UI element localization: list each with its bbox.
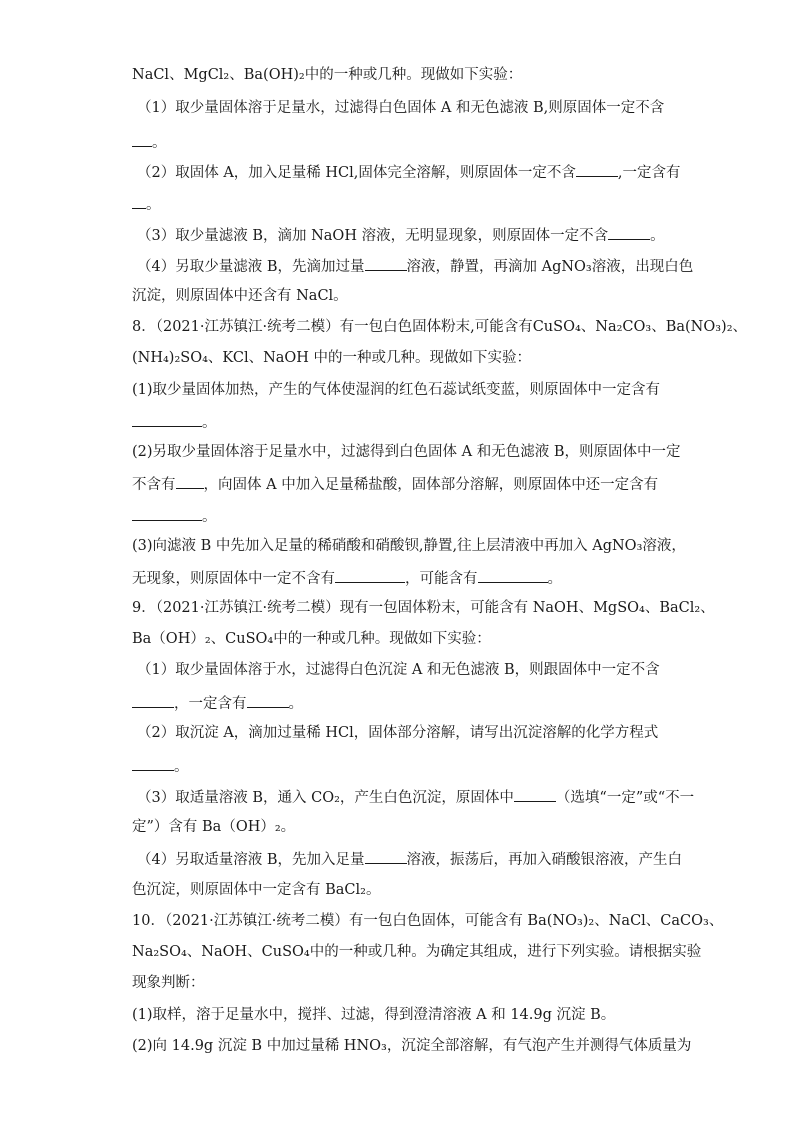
- question-10-part-1: [132, 1006, 615, 1024]
- text-line: [132, 132, 167, 152]
- answer-blank[interactable]: [132, 132, 152, 147]
- question-7-part-1: [137, 99, 664, 117]
- question-7-part-3: [137, 225, 665, 245]
- line-text: （3）取适量溶液 B，通入 CO₂，产生白色沉淀，原固体中: [137, 790, 514, 806]
- text-line: [132, 630, 491, 648]
- line-text: ,一定含有: [617, 165, 681, 181]
- question-8-part-3: [132, 537, 686, 555]
- question-8-part-1: [132, 381, 660, 399]
- question-8-header: [132, 318, 747, 336]
- text-line: [132, 881, 380, 899]
- line-text: 。: [146, 197, 161, 213]
- answer-blank[interactable]: [132, 412, 202, 427]
- line-text: 10．（2021·江苏镇江·统考二模）有一包白色固体，可能含有 Ba(NO₃)₂、NaCl、CaCO₃、: [132, 913, 724, 929]
- answer-blank[interactable]: [132, 693, 174, 708]
- answer-blank[interactable]: [365, 849, 407, 864]
- line-text: NaCl、MgCl₂、Ba(OH)₂中的一种或几种。现做如下实验：: [132, 67, 523, 83]
- line-text: (1)取样，溶于足量水中，搅拌、过滤，得到澄清溶液 A 和 14.9g 沉淀 B。: [132, 1007, 616, 1023]
- line-text: ，一定含有: [174, 696, 247, 712]
- text-line: [132, 818, 295, 836]
- text-line: [132, 756, 189, 776]
- line-text: (2)向 14.9g 沉淀 B 中加过量稀 HNO₃，沉淀全部溶解，有气泡产生并测得气体质量为: [132, 1038, 692, 1054]
- question-8-part-2: [132, 443, 681, 461]
- line-text: 现象判断：: [132, 975, 205, 991]
- line-text: Ba（OH）₂、CuSO₄中的一种或几种。现做如下实验：: [132, 631, 491, 647]
- text-line: [132, 66, 522, 84]
- text-line: [132, 349, 531, 367]
- line-text: (1)取少量固体加热，产生的气体使湿润的红色石蕊试纸变蓝，则原固体中一定含有: [132, 382, 661, 398]
- line-text: 。: [152, 135, 167, 151]
- line-text: 。: [650, 228, 665, 244]
- text-line: [132, 693, 303, 713]
- line-text: （1）取少量固体溶于足量水，过滤得白色固体 A 和无色滤液 B,则原固体一定不含: [137, 100, 665, 116]
- answer-blank[interactable]: [132, 506, 202, 521]
- text-line: [132, 412, 217, 432]
- line-text: 。: [547, 571, 562, 587]
- answer-blank[interactable]: [514, 787, 556, 802]
- line-text: 8．（2021·江苏镇江·统考二模）有一包白色固体粉末,可能含有CuSO₄、Na₂CO₃、Ba(NO₃)₂、: [132, 319, 748, 335]
- line-text: （2）取固体 A，加入足量稀 HCl,固体完全溶解，则原固体一定不含: [137, 165, 576, 181]
- line-text: 不含有: [132, 477, 176, 493]
- answer-blank[interactable]: [247, 693, 289, 708]
- question-9-header: [132, 599, 715, 617]
- line-text: （1）取少量固体溶于水，过滤得白色沉淀 A 和无色滤液 B，则跟固体中一定不含: [137, 662, 660, 678]
- line-text: (3)向滤液 B 中先加入足量的稀硝酸和硝酸钡,静置,往上层清液中再加入 AgNO₃溶液，: [132, 538, 686, 554]
- line-text: （选填“一定”或“不一: [555, 790, 695, 806]
- line-text: 。: [288, 696, 303, 712]
- answer-blank[interactable]: [132, 756, 174, 771]
- text-line: [132, 974, 205, 992]
- line-text: 沉淀，则原固体中还含有 NaCl。: [132, 288, 348, 304]
- line-text: 。: [174, 759, 189, 775]
- answer-blank[interactable]: [132, 194, 146, 209]
- answer-blank[interactable]: [365, 256, 407, 271]
- question-10-part-2: [132, 1037, 691, 1055]
- answer-blank[interactable]: [176, 474, 204, 489]
- question-9-part-4: [137, 849, 682, 869]
- line-text: （3）取少量滤液 B，滴加 NaOH 溶液，无明显现象，则原固体一定不含: [137, 228, 609, 244]
- line-text: 。: [202, 415, 217, 431]
- line-text: (NH₄)₂SO₄、KCl、NaOH 中的一种或几种。现做如下实验：: [132, 350, 532, 366]
- line-text: (2)另取少量固体溶于足量水中，过滤得到白色固体 A 和无色滤液 B，则原固体中一定: [132, 444, 681, 460]
- question-7-part-4: [137, 256, 693, 276]
- line-text: （4）另取少量滤液 B，先滴加过量: [137, 259, 365, 275]
- text-line: [132, 287, 348, 305]
- question-9-part-1: [137, 661, 660, 679]
- line-text: Na₂SO₄、NaOH、CuSO₄中的一种或几种。为确定其组成，进行下列实验。请根据实验: [132, 944, 702, 960]
- line-text: 溶液，振荡后，再加入硝酸银溶液，产生白: [406, 852, 682, 868]
- question-10-header: [132, 912, 723, 930]
- text-line: [132, 568, 562, 588]
- line-text: 。: [202, 509, 217, 525]
- text-line: [132, 474, 658, 494]
- line-text: 色沉淀，则原固体中一定含有 BaCl₂。: [132, 882, 381, 898]
- answer-blank[interactable]: [335, 568, 405, 583]
- line-text: 无现象，则原固体中一定不含有: [132, 571, 335, 587]
- question-7-part-2: [137, 162, 681, 182]
- line-text: （2）取沉淀 A，滴加过量稀 HCl，固体部分溶解，请写出沉淀溶解的化学方程式: [137, 725, 659, 741]
- line-text: ，向固体 A 中加入足量稀盐酸，固体部分溶解，则原固体中还一定含有: [203, 477, 659, 493]
- answer-blank[interactable]: [478, 568, 548, 583]
- question-9-part-3: [137, 787, 694, 807]
- line-text: ，可能含有: [405, 571, 478, 587]
- answer-blank[interactable]: [608, 225, 650, 240]
- text-line: [132, 194, 161, 214]
- answer-blank[interactable]: [576, 162, 618, 177]
- line-text: 溶液，静置，再滴加 AgNO₃溶液，出现白色: [406, 259, 694, 275]
- line-text: 9．（2021·江苏镇江·统考二模）现有一包固体粉末，可能含有 NaOH、MgSO₄、BaCl₂、: [132, 600, 715, 616]
- question-9-part-2: [137, 724, 658, 742]
- text-line: [132, 506, 217, 526]
- text-line: [132, 943, 701, 961]
- line-text: （4）另取适量溶液 B，先加入足量: [137, 852, 365, 868]
- line-text: 定”）含有 Ba（OH）₂。: [132, 819, 296, 835]
